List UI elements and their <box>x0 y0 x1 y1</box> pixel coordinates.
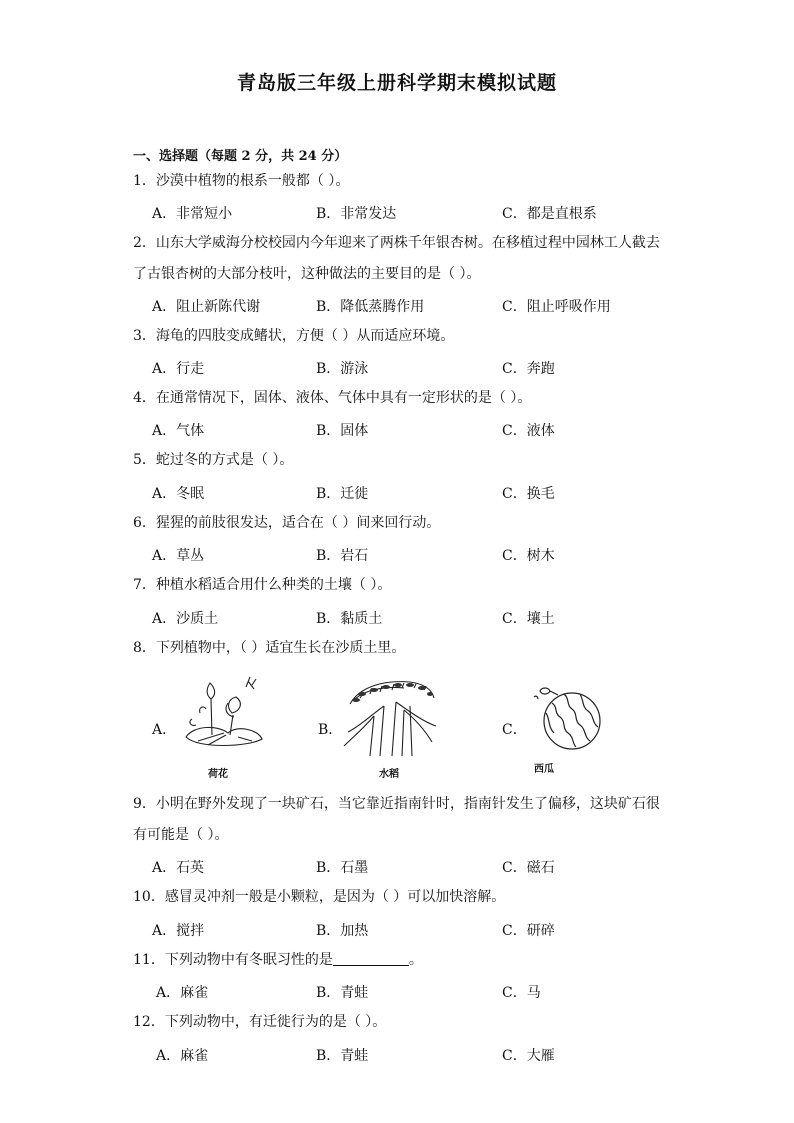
option-a[interactable]: A．麻雀 <box>156 1048 209 1064</box>
option-b[interactable]: B．黏质土 <box>316 611 383 627</box>
answer-blank[interactable] <box>333 951 409 966</box>
question-11-stem: 11．下列动物中有冬眠习性的是 <box>133 952 333 968</box>
option-b[interactable]: B．青蛙 <box>316 1048 369 1064</box>
section-heading: 一、选择题（每题 2 分，共 24 分） <box>133 149 348 164</box>
question-8: 8．下列植物中，（ ）适宜生长在沙质土里。 <box>133 640 406 656</box>
question-11 <box>133 945 663 976</box>
option-a[interactable]: A．草丛 <box>152 548 205 564</box>
question-3: 3．海龟的四肢变成鳍状，方便（ ）从而适应环境。 <box>133 328 455 344</box>
option-b[interactable]: B．加热 <box>316 923 369 939</box>
lotus-caption: 荷花 <box>208 769 228 780</box>
option-b[interactable]: B． <box>318 722 343 738</box>
page-title: 青岛版三年级上册科学期末模拟试题 <box>236 72 557 94</box>
question-2-line-1: 2．山东大学威海分校校园内今年迎来了两株千年银杏树。在移植过程中园林工人截去 <box>133 235 660 251</box>
option-c[interactable]: C．换毛 <box>502 486 555 502</box>
question-4-options <box>152 420 672 442</box>
option-a[interactable]: A．搅拌 <box>152 923 205 939</box>
option-c[interactable]: C．马 <box>502 985 541 1001</box>
option-b[interactable]: B．固体 <box>316 423 369 439</box>
option-a[interactable]: A．石英 <box>152 860 205 876</box>
watermelon-caption: 西瓜 <box>534 764 554 775</box>
option-c[interactable]: C．大雁 <box>502 1048 555 1064</box>
option-c[interactable]: C．研碎 <box>502 923 555 939</box>
question-3-options <box>152 358 672 380</box>
rice-illustration[interactable] <box>340 676 440 762</box>
option-c[interactable]: C．都是直根系 <box>502 206 597 222</box>
question-10-options <box>152 920 672 942</box>
option-a[interactable]: A．气体 <box>152 423 205 439</box>
question-9-line-1: 9．小明在野外发现了一块矿石，当它靠近指南针时，指南针发生了偏移，这块矿石很 <box>133 796 660 812</box>
question-6-options <box>152 545 672 567</box>
question-11-end: 。 <box>408 952 423 968</box>
option-c[interactable]: C．液体 <box>502 423 555 439</box>
question-4: 4．在通常情况下，固体、液体、气体中具有一定形状的是（ ）。 <box>133 390 532 406</box>
question-2-line-2: 了古银杏树的大部分枝叶，这种做法的主要目的是（ ）。 <box>133 266 481 282</box>
question-5: 5．蛇过冬的方式是（ ）。 <box>133 452 294 468</box>
question-7-options <box>152 608 672 630</box>
question-11-options <box>156 982 676 1004</box>
option-a[interactable]: A．冬眠 <box>152 486 205 502</box>
question-12-options <box>156 1045 676 1067</box>
question-1-options <box>152 203 672 225</box>
option-c[interactable]: C．磁石 <box>502 860 555 876</box>
option-c[interactable]: C．奔跑 <box>502 361 555 377</box>
option-a[interactable]: A． <box>152 722 177 738</box>
option-c[interactable]: C．树木 <box>502 548 555 564</box>
lotus-illustration[interactable] <box>178 675 273 764</box>
question-6: 6．猩猩的前肢很发达，适合在（ ）间来回行动。 <box>133 515 441 531</box>
question-5-options <box>152 483 672 505</box>
question-9-line-2: 有可能是（ ）。 <box>133 827 229 843</box>
option-b[interactable]: B．岩石 <box>316 548 369 564</box>
question-7: 7．种植水稻适合用什么种类的土壤（ ）。 <box>133 577 392 593</box>
option-b[interactable]: B．游泳 <box>316 361 369 377</box>
question-12: 12．下列动物中，有迁徙行为的是（ ）。 <box>133 1014 387 1030</box>
option-b[interactable]: B．迁徙 <box>316 486 369 502</box>
option-c[interactable]: C． <box>502 722 527 738</box>
option-c[interactable]: C．壤土 <box>502 611 555 627</box>
option-a[interactable]: A．沙质土 <box>152 611 219 627</box>
option-a[interactable]: A．行走 <box>152 361 205 377</box>
option-b[interactable]: B．降低蒸腾作用 <box>316 299 425 315</box>
option-a[interactable]: A．麻雀 <box>156 985 209 1001</box>
rice-caption: 水稻 <box>379 769 399 780</box>
option-b[interactable]: B．青蛙 <box>316 985 369 1001</box>
question-1: 1．沙漠中植物的根系一般都（ ）。 <box>133 173 350 189</box>
question-10: 10．感冒灵冲剂一般是小颗粒，是因为（ ）可以加快溶解。 <box>133 889 506 905</box>
watermelon-icon <box>530 683 605 751</box>
rice-plant-icon <box>340 676 440 758</box>
option-c[interactable]: C．阻止呼吸作用 <box>502 299 611 315</box>
lotus-icon <box>178 675 273 760</box>
question-2-options <box>152 296 672 318</box>
option-b[interactable]: B．石墨 <box>316 860 369 876</box>
question-9-options <box>152 857 672 879</box>
option-b[interactable]: B．非常发达 <box>316 206 397 222</box>
option-a[interactable]: A．阻止新陈代谢 <box>152 299 261 315</box>
option-a[interactable]: A．非常短小 <box>152 206 233 222</box>
watermelon-illustration[interactable] <box>530 683 605 755</box>
